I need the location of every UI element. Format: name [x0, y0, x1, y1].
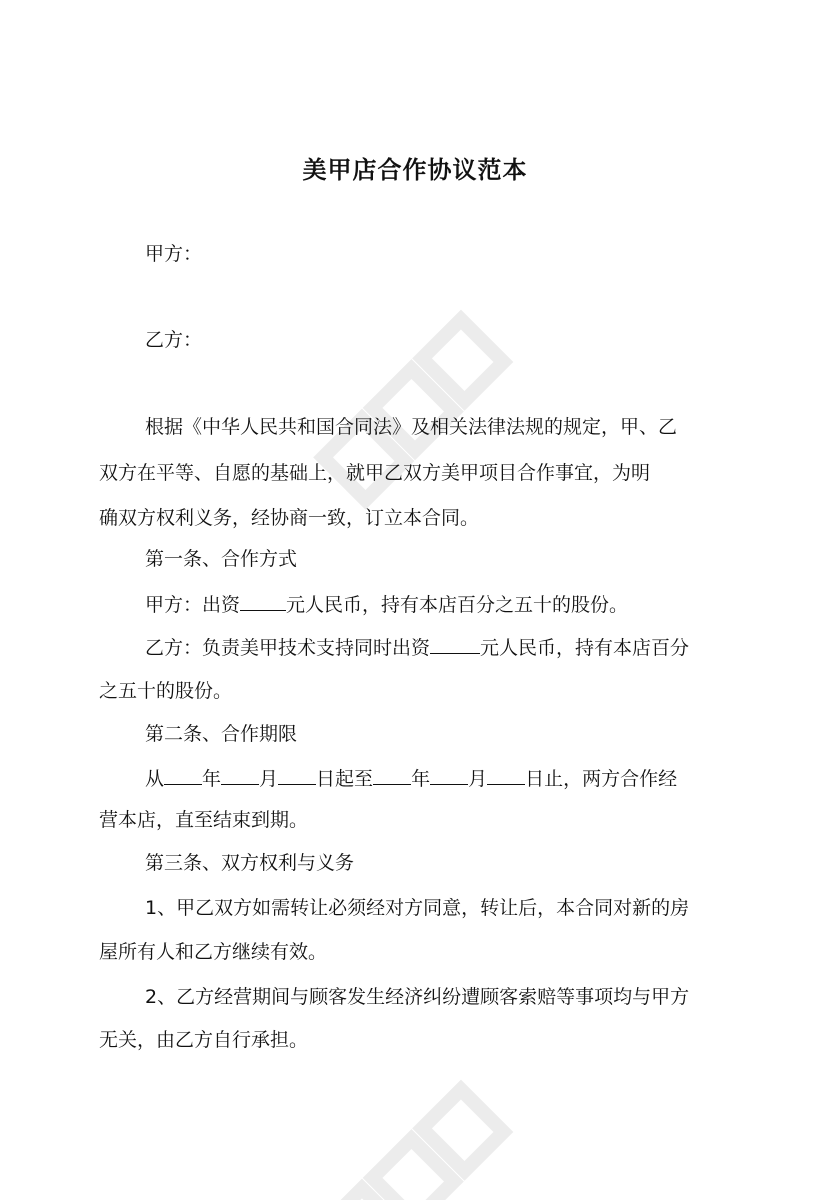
end-month-blank[interactable]	[430, 764, 468, 785]
article1-b-cont: 之五十的股份。	[99, 680, 233, 702]
article3-item1-line2: 屋所有人和乙方继续有效。	[99, 941, 328, 963]
watermark-graphic-bottom	[300, 1070, 530, 1200]
article3-item1-line1: 1、甲乙双方如需转让必须经对方同意，转让后，本合同对新的房	[145, 897, 690, 919]
party-b-label: 乙方：	[145, 329, 203, 351]
start-year-blank[interactable]	[164, 764, 202, 785]
preamble-line-3: 确双方权利义务，经协商一致，订立本合同。	[99, 507, 480, 529]
period-word-month-2: 月	[468, 768, 488, 790]
party-a-label: 甲方：	[145, 243, 203, 265]
end-year-blank[interactable]	[373, 764, 411, 785]
preamble-line-1: 根据《中华人民共和国合同法》及相关法律法规的规定，甲、乙	[145, 416, 678, 438]
article3-heading: 第三条、双方权利与义务	[145, 852, 355, 874]
article3-item2-line2: 无关，由乙方自行承担。	[99, 1029, 309, 1051]
amount-blank-a[interactable]	[240, 590, 286, 611]
document-title: 美甲店合作协议范本	[302, 156, 528, 184]
article1-b-suffix: 元人民币，持有本店百分	[480, 637, 690, 659]
period-word-month: 月	[259, 768, 279, 790]
start-month-blank[interactable]	[221, 764, 259, 785]
article1-a-suffix: 元人民币，持有本店百分之五十的股份。	[286, 594, 629, 616]
amount-blank-b[interactable]	[430, 633, 480, 654]
article1-party-b	[145, 633, 689, 662]
article2-heading: 第二条、合作期限	[145, 723, 298, 745]
article2-cont: 营本店，直至结束到期。	[99, 809, 309, 831]
period-word-year: 年	[202, 768, 222, 790]
article1-party-a	[145, 590, 628, 619]
period-word-end: 日止，两方合作经	[525, 768, 678, 790]
start-day-blank[interactable]	[278, 764, 316, 785]
period-word-until: 日起至	[316, 768, 374, 790]
article2-period	[145, 764, 677, 793]
preamble-line-2: 双方在平等、自愿的基础上，就甲乙双方美甲项目合作事宜，为明	[99, 462, 651, 484]
period-word-year-2: 年	[411, 768, 431, 790]
period-word-from: 从	[145, 768, 165, 790]
article1-heading: 第一条、合作方式	[145, 548, 298, 570]
end-day-blank[interactable]	[487, 764, 525, 785]
article1-a-prefix: 甲方：出资	[145, 594, 241, 616]
article3-item2-line1: 2、乙方经营期间与顾客发生经济纠纷遭顾客索赔等事项均与甲方	[145, 986, 690, 1008]
article1-b-prefix: 乙方：负责美甲技术支持同时出资	[145, 637, 431, 659]
